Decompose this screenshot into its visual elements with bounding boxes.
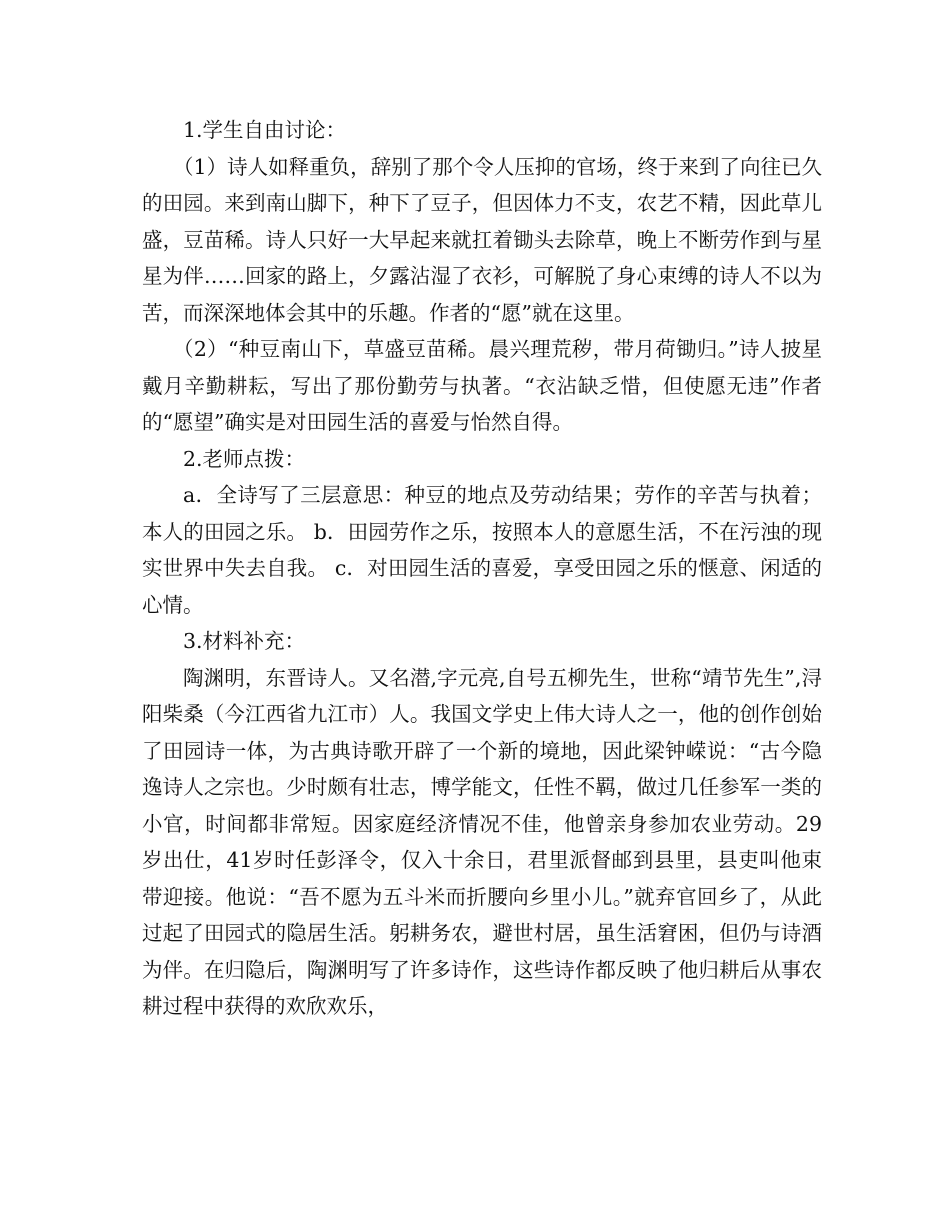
discussion-point-2: （2）“种豆南山下，草盛豆苗稀。晨兴理荒秽，带月荷锄归。”诗人披星戴月辛勤耕耘，写出了那份勤劳与执著。“衣沾缺乏惜，但使愿无违”作者的“愿望”确实是对田园生活的喜爱与怡然自得。	[142, 337, 822, 434]
teacher-guidance-text: a．全诗写了三层意思：种豆的地点及劳动结果；劳作的辛苦与执着；本人的田园之乐。 b．田园劳作之乐，按照本人的意愿生活，不在污浊的现实世界中失去自我。 c．对田园生活的喜爱，享受田园之乐的惬意、闲适的心情。	[142, 483, 822, 617]
supplementary-material-text: 陶渊明，东晋诗人。又名潜,字元亮,自号五柳先生，世称“靖节先生”,浔阳柴桑（今江西省九江市）人。我国文学史上伟大诗人之一，他的创作创始了田园诗一体，为古典诗歌开辟了一个新的境地，因此梁钟嵘说：“古今隐逸诗人之宗也。少时颇有壮志，博学能文，任性不羁，做过几任参军一类的小官，时间都非常短。因家庭经济情况不佳，他曾亲身参加农业劳动。29岁出仕，41岁时任彭泽令，仅入十余日，君里派督邮到县里，县吏叫他束带迎接。他说：“吾不愿为五斗米而折腰向乡里小儿。”就弃官回乡了，从此过起了田园式的隐居生活。躬耕务农，避世村居，虽生活窘困，但仍与诗酒为伴。在归隐后，陶渊明写了许多诗作，这些诗作都反映了他归耕后从事农耕过程中获得的欢欣欢乐，	[142, 665, 822, 1018]
heading-teacher-guidance: 2.老师点拨：	[183, 446, 306, 471]
document-body	[142, 112, 822, 1025]
discussion-point-1: （1）诗人如释重负，辞别了那个令人压抑的官场，终于来到了向往已久的田园。来到南山脚下，种下了豆子，但因体力不支，农艺不精，因此草儿盛，豆苗稀。诗人只好一大早起来就扛着锄头去除草，晚上不断劳作到与星星为伴……回家的路上，夕露沾湿了衣衫，可解脱了身心束缚的诗人不以为苦，而深深地体会其中的乐趣。作者的“愿”就在这里。	[142, 154, 822, 325]
heading-supplementary-material: 3.材料补充：	[183, 629, 306, 653]
heading-student-discussion: 1.学生自由讨论：	[183, 118, 347, 142]
